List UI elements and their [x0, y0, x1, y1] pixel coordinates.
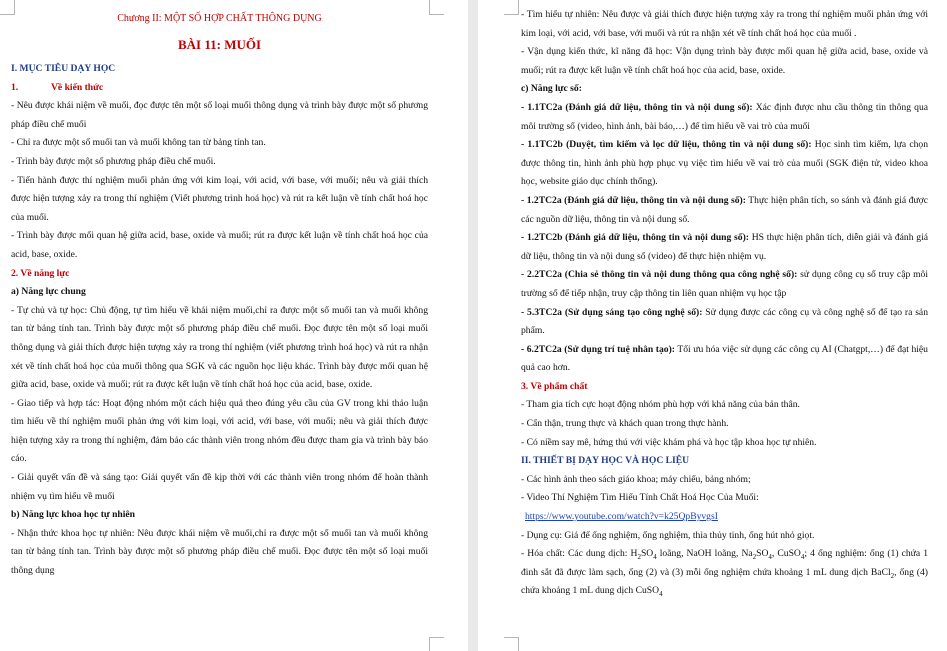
general-competence-title: a) Năng lực chung	[11, 286, 86, 298]
crop-mark-bottom-right	[429, 637, 444, 651]
equipment-item-3: - Dụng cụ: Giá để ống nghiệm, ống nghiệm, thìa thủy tinh, ống hút nhỏ giọt.	[521, 529, 815, 541]
subsection-qualities: 3. Về phẩm chất	[521, 380, 588, 392]
digital-competence-3: - 1.2TC2a (Đánh giá dữ liệu, thông tin và nội dung số): Thực hiện phân tích, so sánh và đánh giá được các nguồn dữ liệu, thông tin và nội dung số.	[521, 194, 928, 225]
equipment-item-1: - Các hình ảnh theo sách giáo khoa; máy chiếu, bảng nhóm;	[521, 473, 751, 485]
general-competence-3: - Giải quyết vấn đề và sáng tạo: Giải quyết vấn đề kịp thời với các thành viên trong nhóm để hoàn thành nhiệm vụ tìm hiểu về muối	[11, 472, 428, 502]
knowledge-item-3: - Trình bày được một số phương pháp điều chế muối.	[11, 155, 216, 167]
quality-item-3: - Có niềm say mê, hứng thú với việc khám phá và học tập khoa học tự nhiên.	[521, 436, 817, 448]
page-gap	[468, 0, 478, 651]
digital-competence-2: - 1.1TC2b (Duyệt, tìm kiếm và lọc dữ liệu, thông tin và nội dung số): Học sinh tìm kiếm, lựa chọn được thông tin, hình ảnh phù hợp phục vụ việc tìm hiểu về vai trò của muối (SGK điện tử, video khoa học, website giáo dục chính thống).	[521, 139, 929, 188]
knowledge-item-2: - Chỉ ra được một số muối tan và muối không tan từ bảng tính tan.	[11, 137, 266, 149]
subsection-competence: 2. Về năng lực	[11, 267, 70, 279]
digital-competence-title: c) Năng lực số:	[521, 83, 582, 95]
quality-item-1: - Tham gia tích cực hoạt động nhóm phù hợp với khả năng của bản thân.	[521, 399, 800, 411]
science-competence-1: - Nhận thức khoa học tự nhiên: Nêu được khái niệm về muối,chỉ ra được một số muối tan và muối không tan từ bảng tính tan. Trình bày được một số phương pháp điều chế muối. Đọc được tên một số loại muối thông dụng	[11, 527, 428, 577]
digital-competence-7: - 6.2TC2a (Sử dụng trí tuệ nhân tạo): Tối ưu hóa việc sử dụng các công cụ AI (Chatgpt,…) để đạt hiệu quả cao hơn.	[521, 343, 928, 374]
digital-competence-4: - 1.2TC2b (Đánh giá dữ liệu, thông tin và nội dung số): HS thực hiện phân tích, diễn giải và đánh giá dữ liệu, thông tin và nội dung số (video) để thực hiện nhiệm vụ.	[521, 232, 928, 262]
general-competence-2: - Giao tiếp và hợp tác: Hoạt động nhóm một cách hiệu quả theo đúng yêu cầu của GV trong khi thảo luận tìm hiểu về thí nghiệm muối phản ứng với kim loại, với acid, với base, với muối; nêu và giải thích được hiện tượng xảy ra trong thí nghiệm, đảm bảo các thành viên trong nhóm đều được tham gia và trình bày báo cáo.	[11, 397, 428, 465]
page-left	[0, 0, 468, 651]
crop-mark-top-left	[504, 0, 519, 15]
video-link-row	[521, 508, 928, 527]
section-title-equipment: II. THIẾT BỊ DẠY HỌC VÀ HỌC LIỆU	[521, 455, 690, 467]
video-link[interactable]: https://www.youtube.com/watch?v=k25QpByvgsI	[525, 511, 718, 523]
digital-competence-1: - 1.1TC2a (Đánh giá dữ liệu, thông tin và nội dung số): Xác định được nhu cầu thông tin thông qua môi trường số (video, hình ảnh, bài báo,…) để tìm hiểu về vai trò của muối	[521, 101, 928, 132]
chapter-heading: Chương II: MỘT SỐ HỢP CHẤT THÔNG DỤNG	[117, 13, 322, 24]
knowledge-item-1: - Nêu được khái niệm về muối, đọc được tên một số loại muối thông dụng và trình bày được một số phương pháp điều chế muối	[11, 100, 428, 130]
general-competence-1: - Tự chủ và tự học: Chủ động, tự tìm hiểu về khái niệm muối,chỉ ra được một số muối tan và muối không tan từ bảng tính tan. Trình bày được một số phương pháp điều chế muối. Đọc được tên một số loại muối thông dụng và giải thích được hiện tượng xảy ra trong thí nghiệm (viết phương trình hoá học) và rút ra nhận xét về tính chất hoá học của muối thông qua SGK và các nguồn học liệu khác. Trình bày được mối quan hệ giữa acid, base, oxide và muối; rút ra được kết luận về tính chất hoá học của acid, base, oxide.	[11, 304, 428, 391]
science-competence-2: - Tìm hiểu tự nhiên: Nêu được và giải thích được hiện tượng xảy ra trong thí nghiệm muối phản ứng với kim loại, với acid, với base, với muối và rút ra nhận xét về tính chất hoá học của muối .	[521, 9, 928, 39]
subsection-knowledge-title: Về kiến thức	[51, 81, 104, 93]
science-competence-3: - Vận dụng kiến thức, kĩ năng đã học: Vận dụng trình bày được mối quan hệ giữa acid, base, oxide và muối; rút ra được kết luận về tính chất hoá học của acid, base, oxide.	[521, 46, 928, 76]
crop-mark-bottom-left	[504, 637, 519, 651]
subsection-knowledge	[11, 79, 428, 98]
knowledge-item-5: - Trình bày được mối quan hệ giữa acid, base, oxide và muối; rút ra được kết luận về tính chất hoá học của acid, base, oxide.	[11, 230, 428, 260]
science-competence-title: b) Năng lực khoa học tự nhiên	[11, 509, 135, 521]
digital-competence-6: - 5.3TC2a (Sử dụng sáng tạo công nghệ số): Sử dụng được các công cụ và công nghệ số để tạo ra sản phẩm.	[521, 306, 928, 337]
page-right	[478, 0, 947, 651]
left-content	[11, 6, 428, 581]
crop-mark-top-right	[429, 0, 444, 15]
right-content	[521, 6, 928, 601]
subsection-number: 1.	[11, 81, 19, 93]
equipment-item-4: - Hóa chất: Các dung dịch: $H_2SO_4$ loãng, NaOH loãng, $Na_2SO_4$, CuSO$_4$; 4 ống nghiệm: ống (1) chứa 1 đinh sắt đã được làm sạch, ống (2) và (3) mỗi ống nghiệm chứa khoảng 1 mL dung dịch BaCl$_2$, ống (4) chứa khoảng 1 mL dung dịch CuSO$_4$	[521, 548, 928, 599]
quality-item-2: - Cẩn thận, trung thực và khách quan trong thực hành.	[521, 418, 729, 430]
equipment-item-2: - Video Thí Nghiệm Tìm Hiểu Tính Chất Hoá Học Của Muối:	[521, 492, 759, 504]
digital-competence-5: - 2.2TC2a (Chia sẻ thông tin và nội dung thông qua công nghệ số): sử dụng công cụ số truy cập môi trường số để tiếp nhận, truy cập thông tin liên quan nhiệm vụ học tập	[521, 269, 928, 299]
knowledge-item-4: - Tiến hành được thí nghiệm muối phản ứng với kim loại, với acid, với base, với muối; nêu và giải thích được hiện tượng xảy ra trong thí nghiệm (Viết phương trình hoá học) và rút ra kết luận về tính chất hoá học của muối.	[11, 174, 428, 223]
section-title-objectives: I. MỤC TIÊU DẠY HỌC	[11, 63, 116, 74]
lesson-title: BÀI 11: MUỐI	[177, 37, 262, 52]
